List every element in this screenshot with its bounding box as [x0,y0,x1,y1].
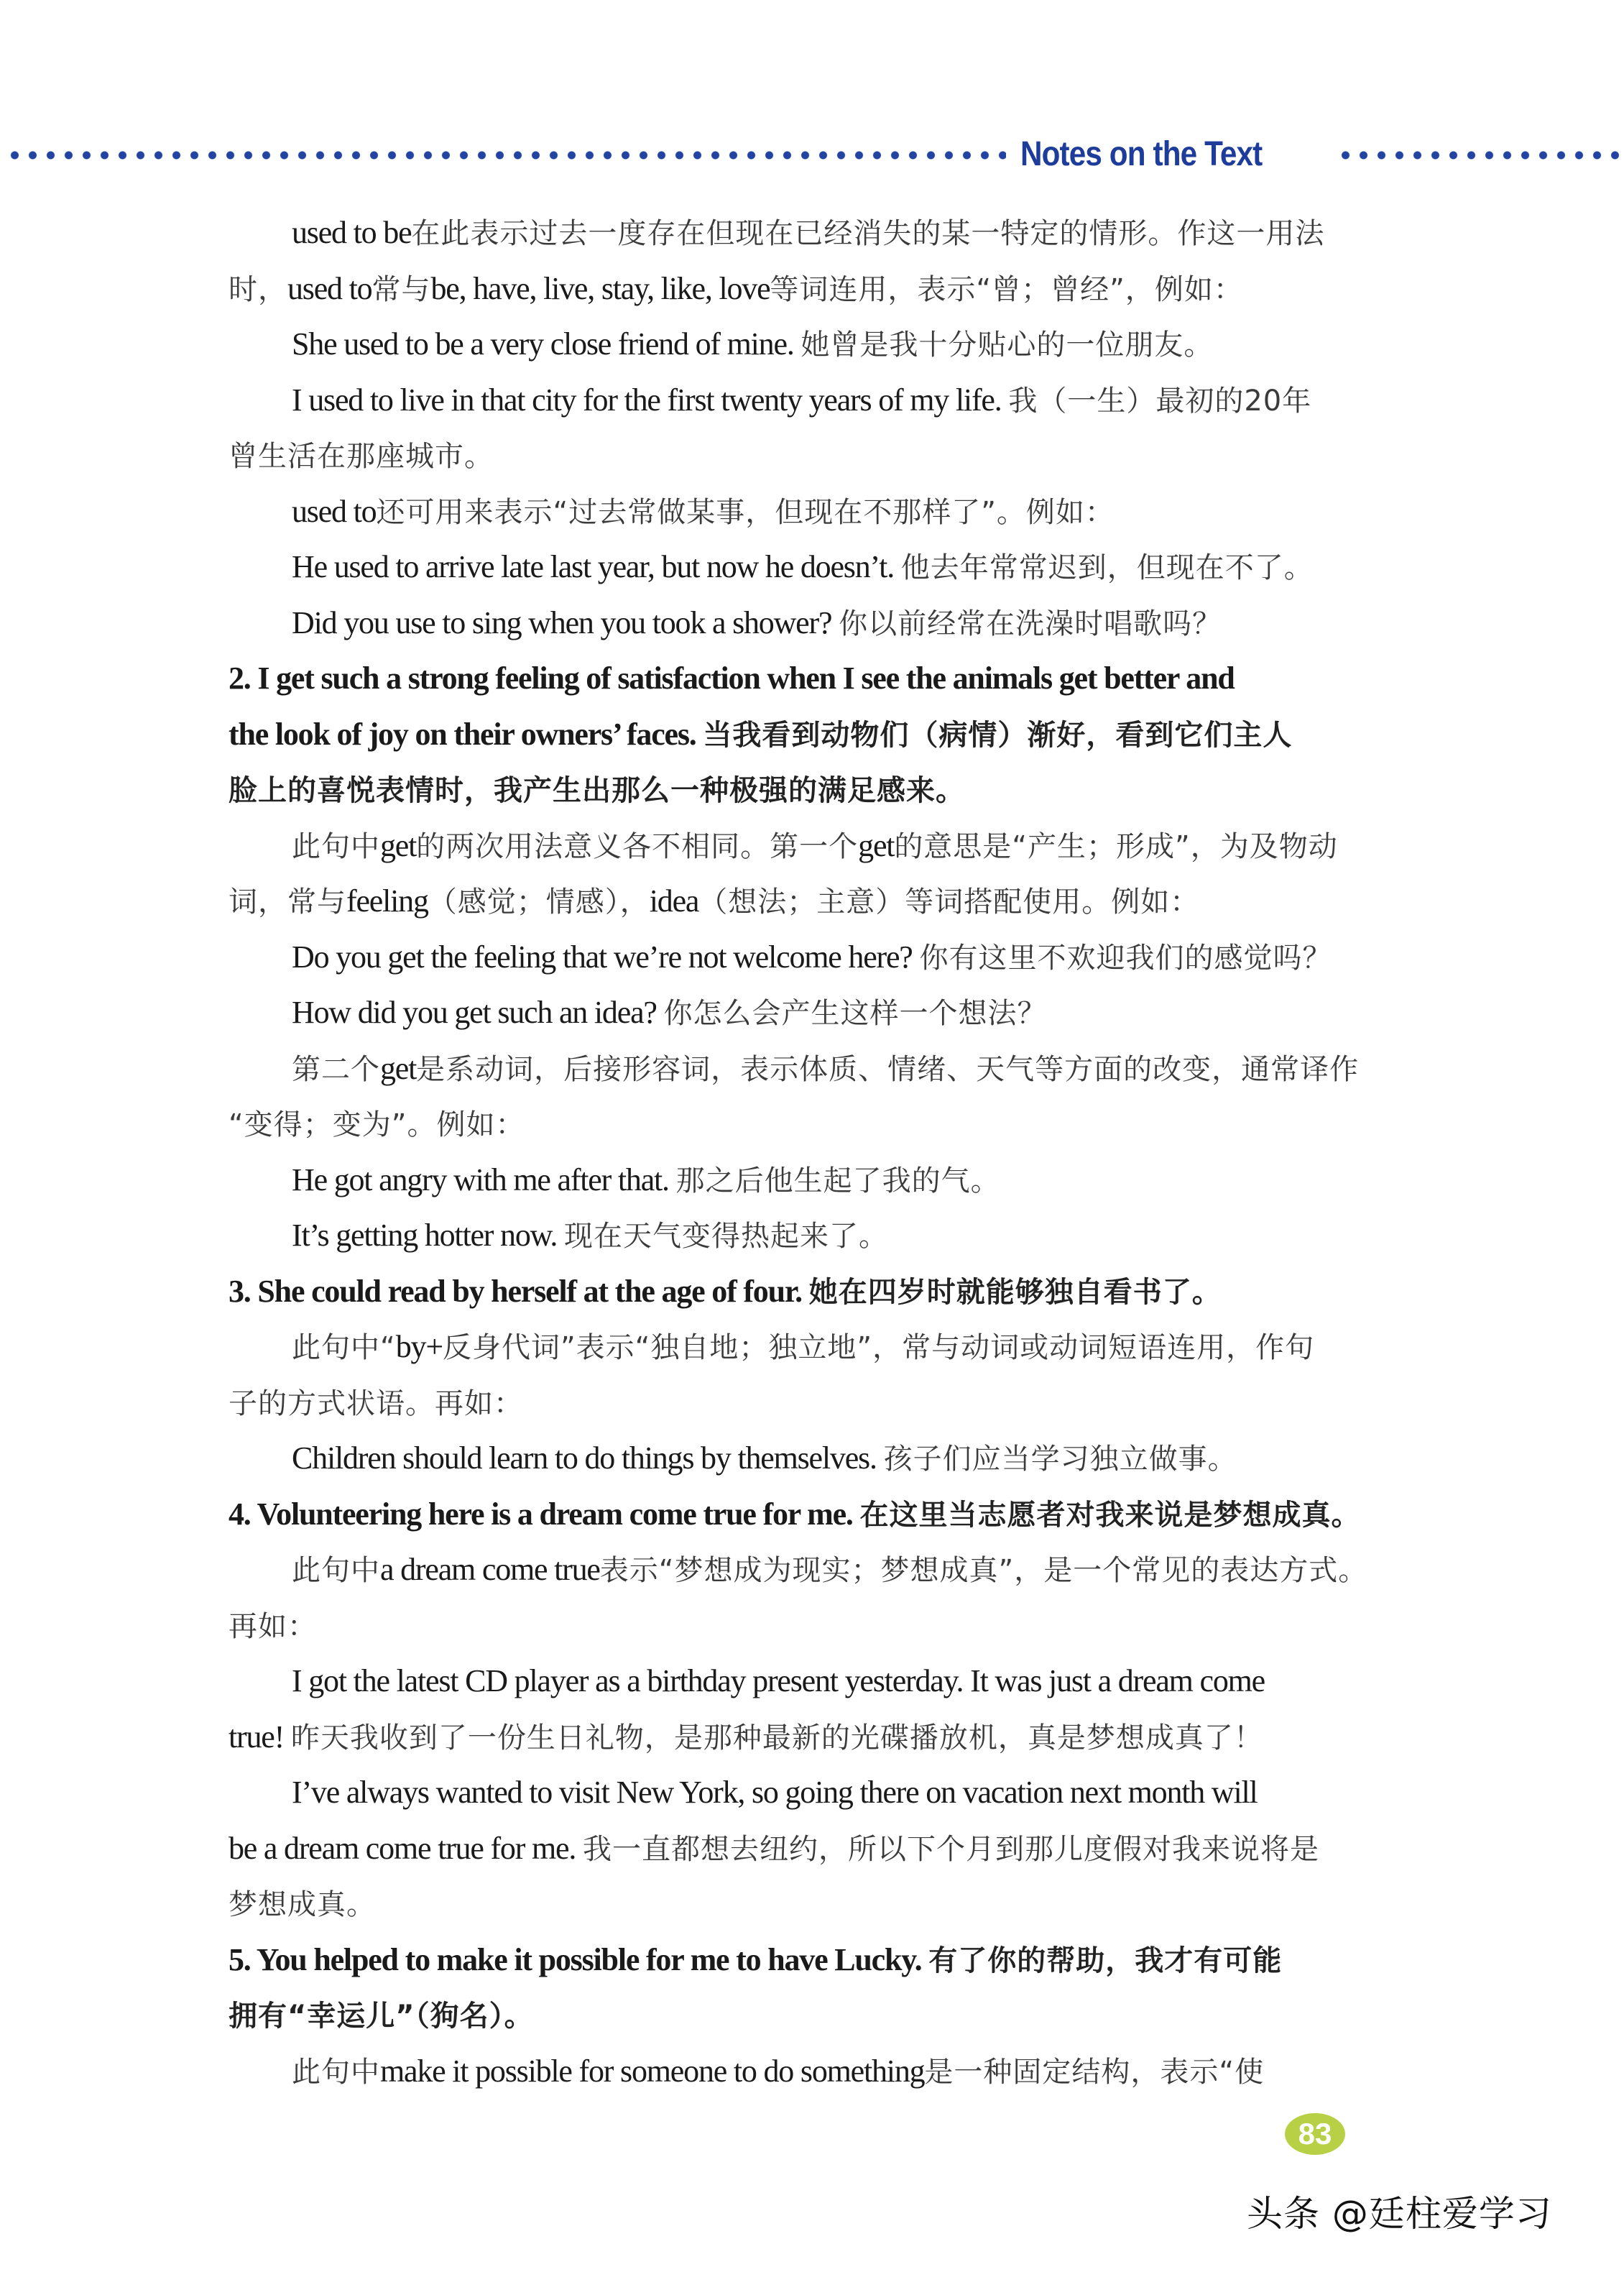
chinese-text: 你以前经常在洗澡时唱歌吗？ [839,607,1222,640]
chinese-text: 表示“梦想成为现实；梦想成真”，是一个常见的表达方式。 [599,1554,1368,1587]
chinese-text: 等词连用，表示“曾；曾经”，例如： [770,272,1243,306]
text-line [229,2043,1450,2099]
text-line [229,595,1450,651]
text-line [229,1709,1450,1765]
chinese-text: 你有这里不欢迎我们的感觉吗？ [919,941,1332,975]
text-line [229,818,1450,874]
chinese-text: 的两次用法意义各不相同。第一个 [416,829,859,863]
chinese-text: 我一直都想去纽约，所以下个月到那儿度假对我来说将是 [582,1832,1319,1866]
chinese-text: 时， [229,272,287,306]
chinese-text: 子的方式状语。再如： [229,1386,523,1420]
chinese-text: 的意思是“产生；形成”，为及物动 [894,829,1338,863]
note-heading-line [229,650,1450,707]
text-line [229,1096,1450,1152]
text-line [229,372,1450,428]
text-line [229,985,1450,1041]
text-line [229,1876,1450,1932]
english-text: make it possible for someone to do something [380,2053,925,2089]
english-text: I got the latest CD player as a birthday present yesterday. It was just a dream come [292,1663,1265,1698]
chinese-text: （想法；主意）等词搭配使用。例如： [698,886,1200,919]
note-heading-line [229,762,1450,818]
dotted-rule-left [6,151,1006,160]
chinese-text: 当我看到动物们（病情）渐好，看到它们主人 [703,718,1293,752]
english-text: I’ve always wanted to visit New York, so going there on vacation next month will [292,1775,1258,1810]
dotted-rule-right [1337,151,1624,160]
chinese-text: 她曾是我十分贴心的一位朋友。 [801,328,1214,362]
chinese-text: 有了你的帮助，我才有可能 [928,1944,1283,1977]
chinese-text: 昨天我收到了一份生日礼物，是那种最新的光碟播放机，真是梦想成真了！ [290,1721,1263,1754]
chinese-text: 此句中 [292,829,380,863]
section-title: Notes on the Text [1020,135,1263,173]
chinese-text: 此句中 [292,2055,380,2089]
english-text: used to be [292,215,412,250]
text-line [229,539,1450,595]
english-text: Do you get the feeling that we’re not welcome here? [292,939,920,975]
chinese-text: 此句中“ [292,1331,396,1364]
section-header [0,129,1624,180]
english-text: the look of joy on their owners’ faces. [229,716,703,752]
english-text: Did you use to sing when you took a shower? [292,604,839,640]
english-text: used to [287,270,372,306]
text-line [229,873,1450,929]
text-line [229,1765,1450,1821]
text-line [229,484,1450,540]
english-text: Children should learn to do things by themselves. [292,1440,884,1476]
chinese-text: 拥有“幸运儿”（狗名）。 [229,2000,534,2033]
chinese-text: 孩子们应当学习独立做事。 [883,1443,1237,1476]
chinese-text: 你怎么会产生这样一个想法？ [663,997,1047,1030]
text-line [229,1653,1450,1709]
note-heading-line [229,1486,1450,1542]
chinese-text: 她在四岁时就能够独自看书了。 [808,1275,1222,1309]
chinese-text: 词，常与 [229,886,346,919]
chinese-text: 是系动词，后接形容词，表示体质、情绪、天气等方面的改变，通常译作 [416,1052,1360,1086]
english-text: He got angry with me after that. [292,1162,676,1197]
english-text: get [380,1050,417,1086]
english-text: I used to live in that city for the first twenty years of my life. [292,382,1009,418]
english-text: used to [292,493,377,529]
text-line [229,1821,1450,1877]
chinese-text: 曾生活在那座城市。 [229,440,494,473]
note-heading-line [229,1264,1450,1320]
notes-body [229,205,1450,2099]
text-line [229,1542,1450,1598]
text-line [229,1041,1450,1097]
english-text: 2. I get such a strong feeling of satisfaction when I see the animals get better and [229,661,1235,696]
text-line [229,428,1450,484]
note-heading-line [229,1987,1450,2043]
english-text: get [380,827,417,863]
chinese-text: 在这里当志愿者对我来说是梦想成真。 [859,1498,1361,1532]
chinese-text: 现在天气变得热起来了。 [563,1220,888,1253]
english-text: How did you get such an idea? [292,995,664,1030]
chinese-text: 反身代词”表示“独自地；独立地”，常与动词或动词短语连用，作句 [442,1331,1315,1364]
page-number-badge: 83 [1285,2113,1345,2155]
watermark-credit: 头条 @廷柱爱学习 [1247,2193,1552,2235]
chinese-text: 常与 [372,272,431,306]
english-text: be a dream come true for me. [229,1830,583,1866]
english-text: 4. Volunteering here is a dream come true for me. [229,1496,860,1532]
chinese-text: 此句中 [292,1554,380,1587]
text-line [229,929,1450,985]
text-line [229,1598,1450,1654]
note-heading-line [229,1932,1450,1988]
chinese-text: （感觉；情感）， [428,886,650,919]
text-line [229,1375,1450,1431]
chinese-text: 脸上的喜悦表情时，我产生出那么一种极强的满足感来。 [229,774,965,807]
english-text: a dream come true [380,1552,600,1587]
chinese-text: 在此表示过去一度存在但现在已经消失的某一特定的情形。作这一用法 [411,217,1325,250]
english-text: 3. She could read by herself at the age of four. [229,1273,809,1309]
note-heading-line [229,707,1450,763]
chinese-text: 是一种固定结构，表示“使 [924,2055,1265,2089]
chinese-text: “变得；变为”。例如： [229,1108,525,1141]
chinese-text: 还可用来表示“过去常做某事，但现在不那样了”。例如： [376,495,1115,529]
text-line [229,261,1450,317]
text-line [229,1430,1450,1486]
english-text: 5. You helped to make it possible for me to have Lucky. [229,1941,929,1977]
chinese-text: 那之后他生起了我的气。 [675,1164,1000,1197]
text-line [229,1319,1450,1375]
english-text: idea [649,883,699,919]
chinese-text: 再如： [229,1609,317,1643]
text-line [229,205,1450,261]
english-text: feeling [346,883,428,919]
text-line [229,1208,1450,1264]
english-text: get [858,827,895,863]
english-text: She used to be a very close friend of mine. [292,326,801,362]
text-line [229,1152,1450,1208]
chinese-text: 我（一生）最初的20年 [1008,384,1312,418]
chinese-text: 他去年常常迟到，但现在不了。 [900,551,1314,584]
text-line [229,316,1450,372]
english-text: true! [229,1719,291,1754]
english-text: by+ [395,1329,443,1364]
english-text: be, have, live, stay, like, love [430,270,770,306]
chinese-text: 梦想成真。 [229,1888,376,1921]
english-text: It’s getting hotter now. [292,1218,564,1253]
english-text: He used to arrive late last year, but now he doesn’t. [292,549,901,584]
chinese-text: 第二个 [292,1052,380,1086]
